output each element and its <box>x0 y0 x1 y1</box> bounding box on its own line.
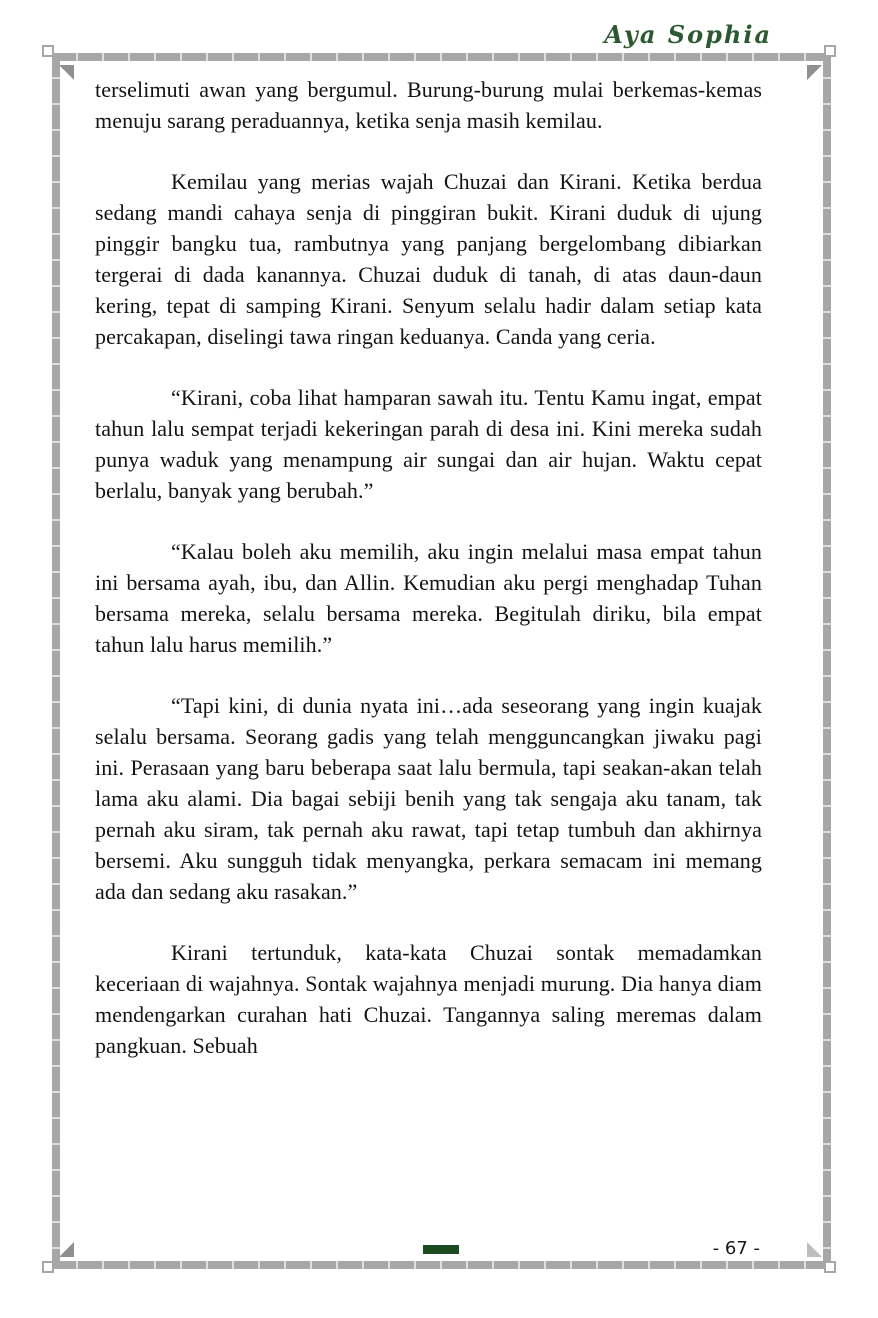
corner-square-bottom-right <box>824 1261 836 1273</box>
body-paragraph: “Kirani, coba lihat hamparan sawah itu. Tentu Kamu ingat, empat tahun lalu sempat terjadi kekeringan parah di desa ini. Kini mereka sudah punya waduk yang menampung air sungai dan air hujan. Waktu cepat berlalu, banyak yang berubah.” <box>95 385 762 503</box>
body-paragraph: Kirani tertunduk, kata-kata Chuzai sontak memadamkan keceriaan di wajahnya. Sontak wajahnya menjadi murung. Dia hanya diam mendengarkan curahan hati Chuzai. Tangannya saling meremas dalam pangkuan. Sebuah <box>95 940 762 1058</box>
body-paragraph: “Tapi kini, di dunia nyata ini…ada seseorang yang ingin kuajak selalu bersama. Seorang gadis yang telah mengguncangkan jiwaku pagi ini. Perasaan yang baru beberapa saat lalu bermula, tapi seakan-akan telah lama aku alami. Dia bagai sebiji benih yang tak sengaja aku tanam, tak pernah aku siram, tak pernah aku rawat, tapi tetap tumbuh dan akhirnya bersemi. Aku sungguh tidak menyangka, perkara semacam ini memang ada dan sedang aku rasakan.” <box>95 693 762 904</box>
corner-square-top-right <box>824 45 836 57</box>
border-bar-right <box>823 53 831 1269</box>
body-paragraph: Kemilau yang merias wajah Chuzai dan Kirani. Ketika berdua sedang mandi cahaya senja di pinggiran bukit. Kirani duduk di ujung pinggir bangku tua, rambutnya yang panjang bergelombang dibiarkan tergerai di dada kanannya. Chuzai duduk di tanah, di atas daun-daun kering, tepat di samping Kirani. Senyum selalu hadir dalam setiap kata percakapan, diselingi tawa ringan keduanya. Canda yang ceria. <box>95 169 762 349</box>
corner-triangle-icon-bottom-right <box>807 1242 822 1257</box>
border-bar-top <box>52 53 831 61</box>
border-bar-bottom <box>52 1261 831 1269</box>
body-paragraph: “Kalau boleh aku memilih, aku ingin melalui masa empat tahun ini bersama ayah, ibu, dan Allin. Kemudian aku pergi menghadap Tuhan bersama mereka, selalu bersama mereka. Begitulah diriku, bila empat tahun lalu harus memilih.” <box>95 539 762 657</box>
footer-green-marker <box>423 1245 459 1254</box>
body-paragraph: terselimuti awan yang bergumul. Burung-burung mulai berkemas-kemas menuju sarang peraduannya, ketika senja masih kemilau. <box>95 77 762 133</box>
corner-triangle-icon-top-left <box>59 65 74 80</box>
page-number: - 67 - <box>712 1238 760 1259</box>
corner-square-bottom-left <box>42 1261 54 1273</box>
corner-triangle-icon-top-right <box>807 65 822 80</box>
corner-triangle-icon-bottom-left <box>59 1242 74 1257</box>
corner-square-top-left <box>42 45 54 57</box>
running-header-title: Aya Sophia <box>604 20 772 49</box>
border-bar-left <box>52 53 60 1269</box>
page-text-block <box>95 74 762 1091</box>
